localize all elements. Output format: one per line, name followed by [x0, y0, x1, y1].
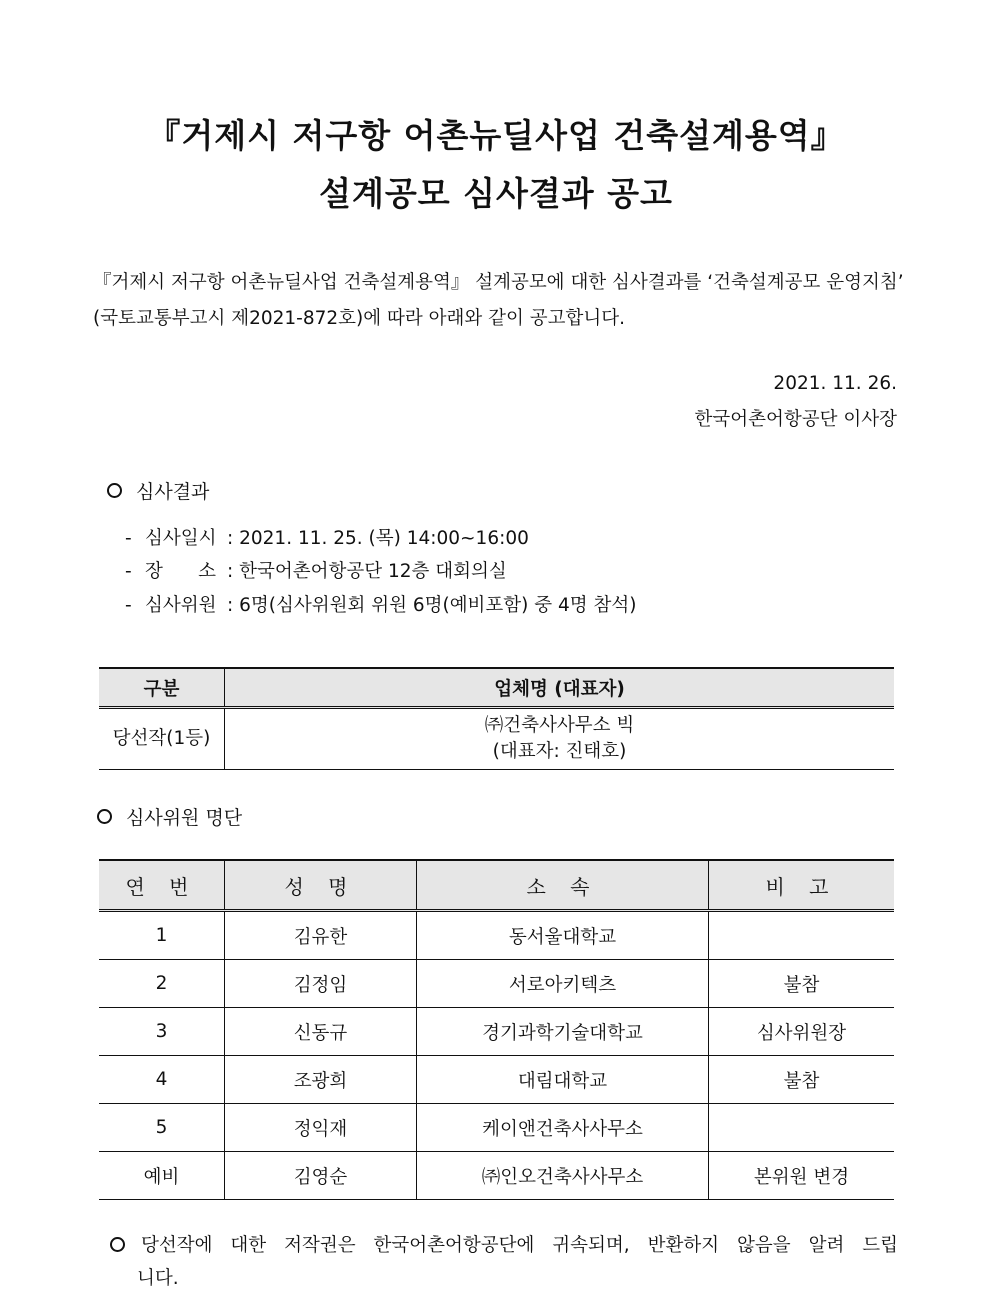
- table-row: [99, 1008, 894, 1056]
- cell-affiliation: 경기과학기술대학교: [417, 1008, 709, 1056]
- dash-bullet: -: [125, 528, 132, 549]
- result-section-heading: [107, 477, 209, 504]
- cell-note: 불참: [709, 960, 895, 1008]
- winner-category: 당선작(1등): [99, 708, 225, 770]
- detail-value: : 6명(심사위원회 위원 6명(예비포함) 중 4명 참석): [227, 595, 637, 616]
- table-row: [99, 708, 894, 770]
- table-row: [99, 1056, 894, 1104]
- announcement-date: 2021. 11. 26.: [773, 373, 897, 394]
- header-company: 업체명 (대표자): [225, 668, 895, 708]
- closing-line-1: [110, 1229, 898, 1262]
- detail-value: : 2021. 11. 25. (목) 14:00~16:00: [227, 528, 529, 549]
- cell-number: 5: [99, 1104, 225, 1152]
- cell-affiliation: 케이앤건축사사무소: [417, 1104, 709, 1152]
- header-note: 비 고: [709, 860, 895, 911]
- circle-bullet-icon: [110, 1237, 125, 1252]
- result-table-header: [99, 668, 894, 708]
- detail-value: : 한국어촌어항공단 12층 대회의실: [227, 561, 507, 582]
- cell-affiliation: ㈜인오건축사사무소: [417, 1152, 709, 1200]
- intro-line-2: (국토교통부고시 제2021-872호)에 따라 아래와 같이 공고합니다.: [93, 308, 625, 329]
- table-row: [99, 1152, 894, 1200]
- winner-cell: [225, 708, 895, 770]
- table-row: [99, 1104, 894, 1152]
- committee-section-heading: [97, 803, 242, 830]
- table-row: [99, 911, 894, 960]
- closing-line-2: 니다.: [137, 1268, 179, 1289]
- header-category: 구분: [99, 668, 225, 708]
- detail-label: 심사일시: [145, 528, 217, 549]
- detail-label: 장 소: [145, 561, 217, 582]
- dash-bullet: -: [125, 561, 132, 582]
- detail-row: [125, 557, 507, 583]
- cell-affiliation: 대림대학교: [417, 1056, 709, 1104]
- cell-note: [709, 1104, 895, 1152]
- winner-company: ㈜건축사사무소 빅: [484, 715, 635, 736]
- cell-note: 본위원 변경: [709, 1152, 895, 1200]
- circle-bullet-icon: [97, 809, 112, 824]
- closing-text-1: 당선작에 대한 저작권은 한국어촌어항공단에 귀속되며, 반환하지 않음을 알려 드립: [141, 1235, 898, 1256]
- cell-name: 김유한: [225, 911, 417, 960]
- closing-notice: [110, 1229, 898, 1295]
- announcement-signer: 한국어촌어항공단 이사장: [694, 409, 897, 430]
- committee-table: [99, 859, 894, 1200]
- cell-number: 4: [99, 1056, 225, 1104]
- cell-name: 김영순: [225, 1152, 417, 1200]
- circle-bullet-icon: [107, 483, 122, 498]
- cell-note: [709, 911, 895, 960]
- cell-number: 1: [99, 911, 225, 960]
- cell-number: 2: [99, 960, 225, 1008]
- committee-table-header: [99, 860, 894, 911]
- cell-name: 김정임: [225, 960, 417, 1008]
- cell-affiliation: 동서울대학교: [417, 911, 709, 960]
- detail-label: 심사위원: [145, 595, 217, 616]
- header-name: 성 명: [225, 860, 417, 911]
- cell-name: 정익재: [225, 1104, 417, 1152]
- result-table: [99, 667, 894, 770]
- header-affiliation: 소 속: [417, 860, 709, 911]
- cell-name: 조광희: [225, 1056, 417, 1104]
- cell-affiliation: 서로아키텍츠: [417, 960, 709, 1008]
- header-number: 연 번: [99, 860, 225, 911]
- result-heading-text: 심사결과: [136, 481, 210, 503]
- cell-name: 신동규: [225, 1008, 417, 1056]
- document-title-line1: 『거제시 저구항 어촌뉴딜사업 건축설계용역』: [147, 116, 845, 155]
- cell-number: 예비: [99, 1152, 225, 1200]
- detail-row: [125, 591, 637, 617]
- committee-heading-text: 심사위원 명단: [126, 807, 243, 829]
- intro-paragraph: [93, 265, 904, 337]
- document-title-line2: 설계공모 심사결과 공고: [319, 174, 673, 213]
- cell-number: 3: [99, 1008, 225, 1056]
- dash-bullet: -: [125, 595, 132, 616]
- table-row: [99, 960, 894, 1008]
- winner-representative: (대표자: 진태호): [492, 741, 627, 762]
- cell-note: 불참: [709, 1056, 895, 1104]
- cell-note: 심사위원장: [709, 1008, 895, 1056]
- intro-line-1: 『거제시 저구항 어촌뉴딜사업 건축설계용역』 설계공모에 대한 심사결과를 ‘건축설계공모 운영지침’: [93, 272, 904, 293]
- detail-row: [125, 524, 529, 550]
